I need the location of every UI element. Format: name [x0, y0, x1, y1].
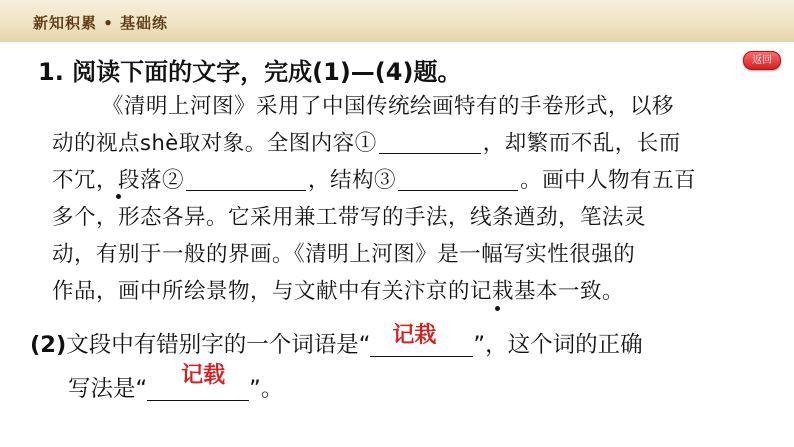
blank-number: ③: [374, 168, 397, 193]
passage-line: [52, 125, 752, 162]
fill-blank-2[interactable]: [186, 164, 306, 191]
question-2-line-2: [68, 363, 284, 405]
blank-number: ①: [354, 131, 377, 156]
question-part-label: (2): [30, 332, 67, 358]
passage-text: 多个，形态各异。它采用兼工带写的手法，线: [52, 205, 493, 230]
question-text: 文段中有错别字的一个词语是“: [66, 332, 371, 358]
answer-blank-correct-word[interactable]: [147, 363, 249, 401]
passage-line: [52, 88, 752, 125]
passage-text: 劲，笔法灵: [536, 205, 647, 230]
reading-passage: [52, 88, 752, 310]
back-button[interactable]: 返回: [743, 51, 781, 70]
passage-text: 不冗，段落: [52, 168, 163, 193]
passage-text: 遒: [514, 205, 537, 230]
answer-text: 记栽: [392, 323, 437, 348]
question-2-line-1: [30, 323, 643, 361]
passage-line: [52, 199, 752, 236]
passage-line: [52, 236, 752, 273]
passage-text: 。画中人物有五百: [520, 168, 697, 193]
answer-text: 记载: [181, 363, 226, 388]
fill-blank-1[interactable]: [379, 127, 481, 154]
fill-blank-3[interactable]: [398, 164, 518, 191]
passage-text: 动的视点: [52, 131, 141, 156]
passage-text: ，却繁而不乱，长而: [482, 131, 681, 156]
question-text: ”，这个词的正确: [473, 332, 643, 358]
answer-blank-wrong-word[interactable]: [370, 323, 473, 357]
question-text: ”。: [249, 376, 284, 402]
passage-text: 动，有别于一般的界画。《清明上河图》是一幅写实性很强的: [52, 242, 636, 267]
passage-line: [52, 273, 752, 310]
header-bar: [0, 0, 794, 42]
pinyin-annotation: shè: [140, 131, 179, 155]
question-text: 写法是“: [68, 376, 148, 402]
blank-number: ②: [162, 168, 185, 193]
emphasis-dot: [495, 306, 500, 311]
passage-line: [52, 162, 752, 199]
passage-text: ，结构: [308, 168, 375, 193]
passage-text: 作品，画中所绘景物，与文献中有关汴京的记栽基本一致。: [52, 279, 625, 304]
section-title: 新知积累 • 基础练: [33, 14, 169, 32]
passage-text: 条: [492, 205, 515, 230]
passage-text: 取对象。全图内容: [178, 131, 355, 156]
question-title: 1. 阅读下面的文字，完成(1)—(4)题。: [38, 58, 462, 86]
passage-text: 《清明上河图》采用了中国传统绘画特有的手卷形式，以移: [102, 94, 675, 119]
